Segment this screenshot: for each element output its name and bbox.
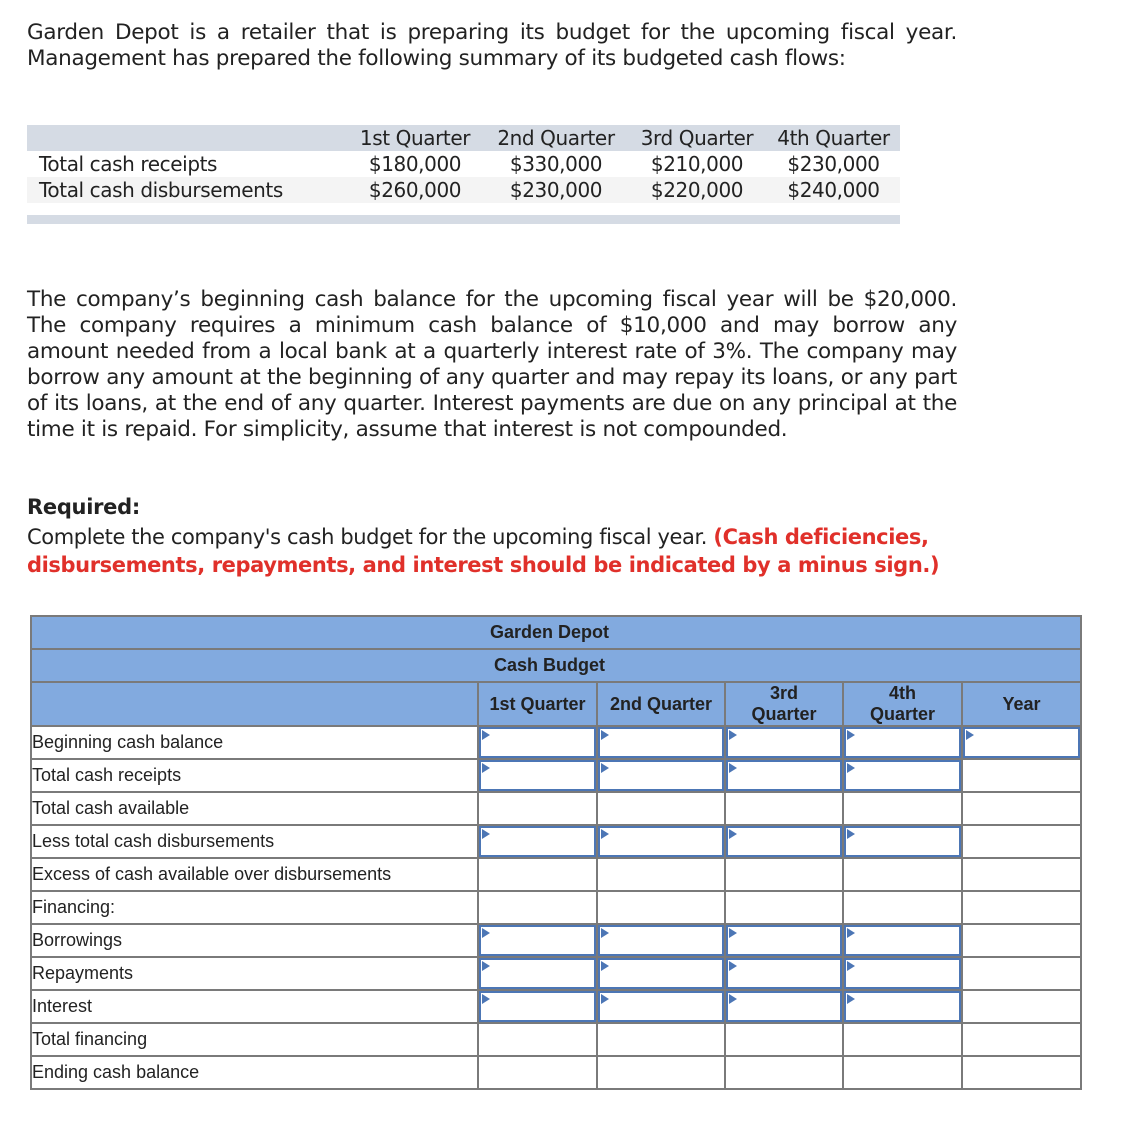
summary-header: 3rd Quarter bbox=[640, 126, 754, 150]
available-q3-cell bbox=[725, 792, 843, 825]
row-repayments bbox=[31, 957, 1081, 990]
receipts-q4-input[interactable] bbox=[844, 760, 961, 791]
row-label: Repayments bbox=[31, 957, 478, 990]
summary-value: $230,000 bbox=[509, 178, 603, 202]
cash-budget-table bbox=[30, 615, 1082, 1090]
interest-year-cell bbox=[962, 990, 1081, 1023]
disbursements-q2-input[interactable] bbox=[598, 826, 724, 857]
excess-q2-cell bbox=[597, 858, 725, 891]
summary-row-disbursements bbox=[27, 177, 900, 203]
borrowings-year-cell bbox=[962, 924, 1081, 957]
available-q4-cell bbox=[843, 792, 962, 825]
row-label: Total financing bbox=[31, 1023, 478, 1056]
row-label: Ending cash balance bbox=[31, 1056, 478, 1089]
beginning-balance-q4-input[interactable] bbox=[844, 727, 961, 758]
summary-header-row bbox=[27, 125, 900, 151]
column-header-q1: 1st Quarter bbox=[478, 682, 597, 726]
company-name: Garden Depot bbox=[490, 622, 610, 642]
row-label: Interest bbox=[31, 990, 478, 1023]
row-less-disbursements bbox=[31, 825, 1081, 858]
summary-row-receipts bbox=[27, 151, 900, 177]
borrowings-q2-input[interactable] bbox=[598, 925, 724, 956]
summary-value: $260,000 bbox=[368, 178, 462, 202]
summary-header: 1st Quarter bbox=[359, 126, 471, 150]
available-q1-cell bbox=[478, 792, 597, 825]
borrowings-q4-input[interactable] bbox=[844, 925, 961, 956]
required-text bbox=[27, 523, 962, 579]
column-header-q2: 2nd Quarter bbox=[597, 682, 725, 726]
row-total-financing bbox=[31, 1023, 1081, 1056]
beginning-balance-year-input[interactable] bbox=[963, 727, 1080, 758]
summary-value: $330,000 bbox=[509, 152, 603, 176]
row-beginning-cash-balance bbox=[31, 726, 1081, 759]
summary-value: $210,000 bbox=[650, 152, 744, 176]
interest-q4-input[interactable] bbox=[844, 991, 961, 1022]
cash-flow-summary-table bbox=[27, 125, 900, 203]
row-total-cash-available bbox=[31, 792, 1081, 825]
row-label: Total cash available bbox=[31, 792, 478, 825]
ending-q4-cell bbox=[843, 1056, 962, 1089]
repayments-q4-input[interactable] bbox=[844, 958, 961, 989]
beginning-balance-q1-input[interactable] bbox=[479, 727, 596, 758]
summary-row-label: Total cash receipts bbox=[39, 152, 218, 176]
required-note: (Cash deficiencies, disbursements, repayments, and interest should be indicated by a minus sign.) bbox=[27, 525, 940, 577]
row-financing-heading bbox=[31, 891, 1081, 924]
row-label: Excess of cash available over disbursements bbox=[31, 858, 478, 891]
borrowings-q3-input[interactable] bbox=[726, 925, 842, 956]
financing-q2-cell bbox=[597, 1023, 725, 1056]
intro-paragraph: Garden Depot is a retailer that is preparing its budget for the upcoming fiscal year. Management has prepared the following summary of its budgeted cash flows: bbox=[27, 20, 957, 71]
summary-value: $240,000 bbox=[787, 178, 880, 202]
excess-q4-cell bbox=[843, 858, 962, 891]
row-label: Less total cash disbursements bbox=[31, 825, 478, 858]
excess-q1-cell bbox=[478, 858, 597, 891]
row-interest bbox=[31, 990, 1081, 1023]
financing-q3-cell bbox=[725, 1023, 843, 1056]
financing-q4-cell bbox=[843, 1023, 962, 1056]
row-borrowings bbox=[31, 924, 1081, 957]
summary-value: $180,000 bbox=[368, 152, 462, 176]
receipts-q1-input[interactable] bbox=[479, 760, 596, 791]
summary-value: $220,000 bbox=[650, 178, 744, 202]
receipts-year-cell bbox=[962, 759, 1081, 792]
summary-header: 2nd Quarter bbox=[497, 126, 615, 150]
instructions-paragraph: The company’s beginning cash balance for the upcoming fiscal year will be $20,000. The company requires a minimum cash balance of $10,000 and may borrow any amount needed from a local bank at a quarterly interest rate of 3%. The company may borrow any amount at the beginning of any quarter and may repay its loans, or any part of its loans, at the end of any quarter. Interest payments are due on any principal at the time it is repaid. For simplicity, assume that interest is not compounded. bbox=[27, 287, 957, 442]
summary-row-label: Total cash disbursements bbox=[39, 178, 283, 202]
disbursements-q4-input[interactable] bbox=[844, 826, 961, 857]
repayments-q1-input[interactable] bbox=[479, 958, 596, 989]
required-heading: Required: bbox=[27, 495, 140, 519]
company-header-row bbox=[31, 616, 1081, 649]
required-instruction: Complete the company's cash budget for the upcoming fiscal year. bbox=[27, 525, 714, 549]
available-year-cell bbox=[962, 792, 1081, 825]
row-total-cash-receipts bbox=[31, 759, 1081, 792]
beginning-balance-q3-input[interactable] bbox=[726, 727, 842, 758]
column-header-q3: 3rd Quarter bbox=[725, 682, 843, 726]
excess-year-cell bbox=[962, 858, 1081, 891]
column-header-q4: 4th Quarter bbox=[843, 682, 962, 726]
disbursements-year-cell bbox=[962, 825, 1081, 858]
row-label: Financing: bbox=[31, 891, 478, 924]
ending-q2-cell bbox=[597, 1056, 725, 1089]
interest-q1-input[interactable] bbox=[479, 991, 596, 1022]
ending-q1-cell bbox=[478, 1056, 597, 1089]
beginning-balance-q2-input[interactable] bbox=[598, 727, 724, 758]
financing-year-cell bbox=[962, 1023, 1081, 1056]
row-label: Borrowings bbox=[31, 924, 478, 957]
row-label: Beginning cash balance bbox=[31, 726, 478, 759]
summary-header: 4th Quarter bbox=[777, 126, 890, 150]
repayments-q2-input[interactable] bbox=[598, 958, 724, 989]
row-label: Total cash receipts bbox=[31, 759, 478, 792]
borrowings-q1-input[interactable] bbox=[479, 925, 596, 956]
disbursements-q1-input[interactable] bbox=[479, 826, 596, 857]
interest-q2-input[interactable] bbox=[598, 991, 724, 1022]
ending-year-cell bbox=[962, 1056, 1081, 1089]
row-excess-cash bbox=[31, 858, 1081, 891]
receipts-q2-input[interactable] bbox=[598, 760, 724, 791]
disbursements-q3-input[interactable] bbox=[726, 826, 842, 857]
available-q2-cell bbox=[597, 792, 725, 825]
column-header-row bbox=[31, 682, 1081, 726]
budget-title: Cash Budget bbox=[494, 655, 606, 675]
receipts-q3-input[interactable] bbox=[726, 760, 842, 791]
repayments-year-cell bbox=[962, 957, 1081, 990]
column-header-year: Year bbox=[962, 682, 1081, 726]
financing-q1-cell bbox=[478, 1023, 597, 1056]
row-ending-cash-balance bbox=[31, 1056, 1081, 1089]
repayments-q3-input[interactable] bbox=[726, 958, 842, 989]
summary-value: $230,000 bbox=[787, 152, 880, 176]
summary-footer-bar bbox=[27, 215, 900, 224]
excess-q3-cell bbox=[725, 858, 843, 891]
interest-q3-input[interactable] bbox=[726, 991, 842, 1022]
ending-q3-cell bbox=[725, 1056, 843, 1089]
budget-title-row bbox=[31, 649, 1081, 682]
